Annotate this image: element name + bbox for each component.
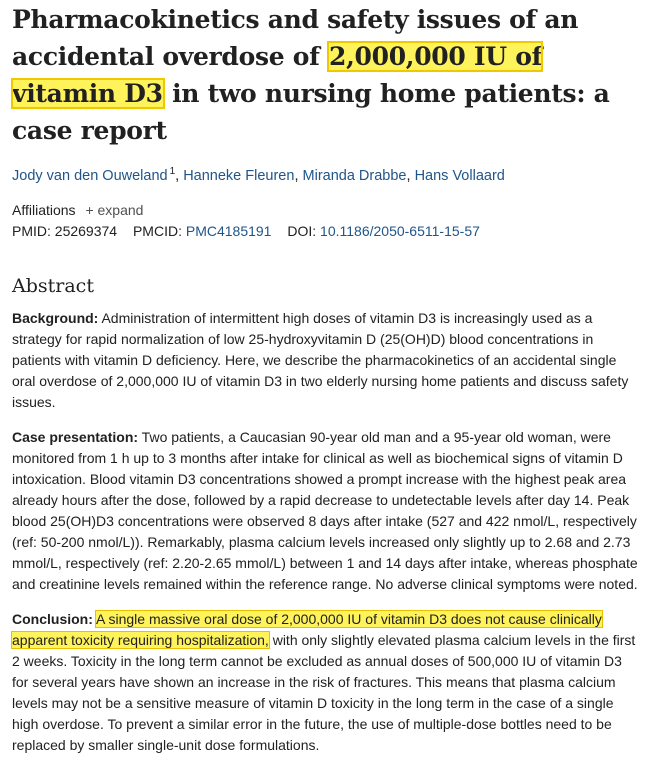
abstract-background (12, 308, 642, 413)
title-text-end: in two nursing home patients: a case report (12, 79, 610, 145)
affiliations-row (12, 202, 637, 218)
case-text: Two patients, a Caucasian 90-year old man and a 95-year old woman, were monitored from 1 h up to 3 months after intake for clinical as well as biochemical signs of vitamin D intoxication. Blood vitamin D3 concentrations showed a prompt increase with the highest peak area already hours after the dose, followed by a rapid decrease to undetectable levels after day 14. Peak blood 25(OH)D3 concentrations were observed 8 days after intake (527 and 422 nmol/L, respectively (ref: 50-200 nmol/L)). Remarkably, plasma calcium levels increased only slightly up to 2.68 and 2.73 mmol/L, respectively (ref: 2.20-2.65 mmol/L) between 1 and 14 days after intake, whereas phosphate and creatinine levels remained within the reference range. No adverse clinical symptoms were noted. (12, 429, 638, 592)
doi-link[interactable]: 10.1186/2050-6511-15-57 (320, 223, 480, 239)
case-label: Case presentation: (12, 429, 139, 445)
affiliations-label: Affiliations (12, 202, 76, 218)
author-link[interactable]: Hans Vollaard (414, 168, 505, 184)
pmcid-label: PMCID: (132, 223, 182, 239)
author-list: Jody van den Ouweland $^1$, Hanneke Fleuren, Miranda Drabbe, Hans Vollaard (12, 166, 505, 184)
background-text: Administration of intermittent high doses of vitamin D3 is increasingly used as a strategy for rapid normalization of low 25-hydroxyvitamin D (25(OH)D) blood concentrations in patients with vitamin D deficiency. Here, we describe the pharmacokinetics of an accidental single oral overdose of 2,000,000 IU of vitamin D3 in two elderly nursing home patients and discuss safety issues. (12, 310, 629, 410)
expand-affiliations-button[interactable]: + expand (85, 202, 144, 218)
title-text: Pharmacokinetics and safety issues of an accidental overdose of (12, 5, 579, 71)
pmcid-link[interactable]: PMC4185191 (185, 223, 272, 239)
conclusion-highlight: A single massive oral dose of 2,000,000 IU of vitamin D3 does not cause clinically apparent toxicity requiring hospitalization, (12, 611, 602, 648)
abstract-conclusion (12, 609, 642, 756)
pmid-label: PMID: (12, 223, 51, 239)
affiliation-marker[interactable]: 1 (169, 166, 176, 177)
identifiers-row (12, 223, 637, 239)
conclusion-text: with only slightly elevated plasma calcium levels in the first 2 weeks. Toxicity in the long term cannot be excluded as annual doses of 500,000 IU of vitamin D3 for several years have shown an increase in the risk of fractures. This means that plasma calcium levels may not be a sensitive measure of vitamin D toxicity in the long term in the case of a single high overdose. To prevent a similar error in the future, the use of multiple-dose bottles need to be replaced by smaller single-unit dose formulations. (12, 632, 636, 753)
conclusion-label: Conclusion: (12, 611, 93, 627)
background-label: Background: (12, 310, 99, 326)
abstract-case-presentation (12, 427, 642, 595)
author-link[interactable]: Hanneke Fleuren (183, 168, 295, 184)
title-highlight: 2,000,000 IU of vitamin D3 (12, 42, 543, 108)
article-page (12, 0, 637, 770)
abstract-heading: Abstract (12, 275, 94, 297)
author-link[interactable]: Jody van den Ouweland (12, 168, 168, 184)
article-title (12, 0, 637, 149)
author-link[interactable]: Miranda Drabbe (302, 168, 407, 184)
doi-label: DOI: (287, 223, 317, 239)
pmid-value: 25269374 (54, 223, 118, 239)
